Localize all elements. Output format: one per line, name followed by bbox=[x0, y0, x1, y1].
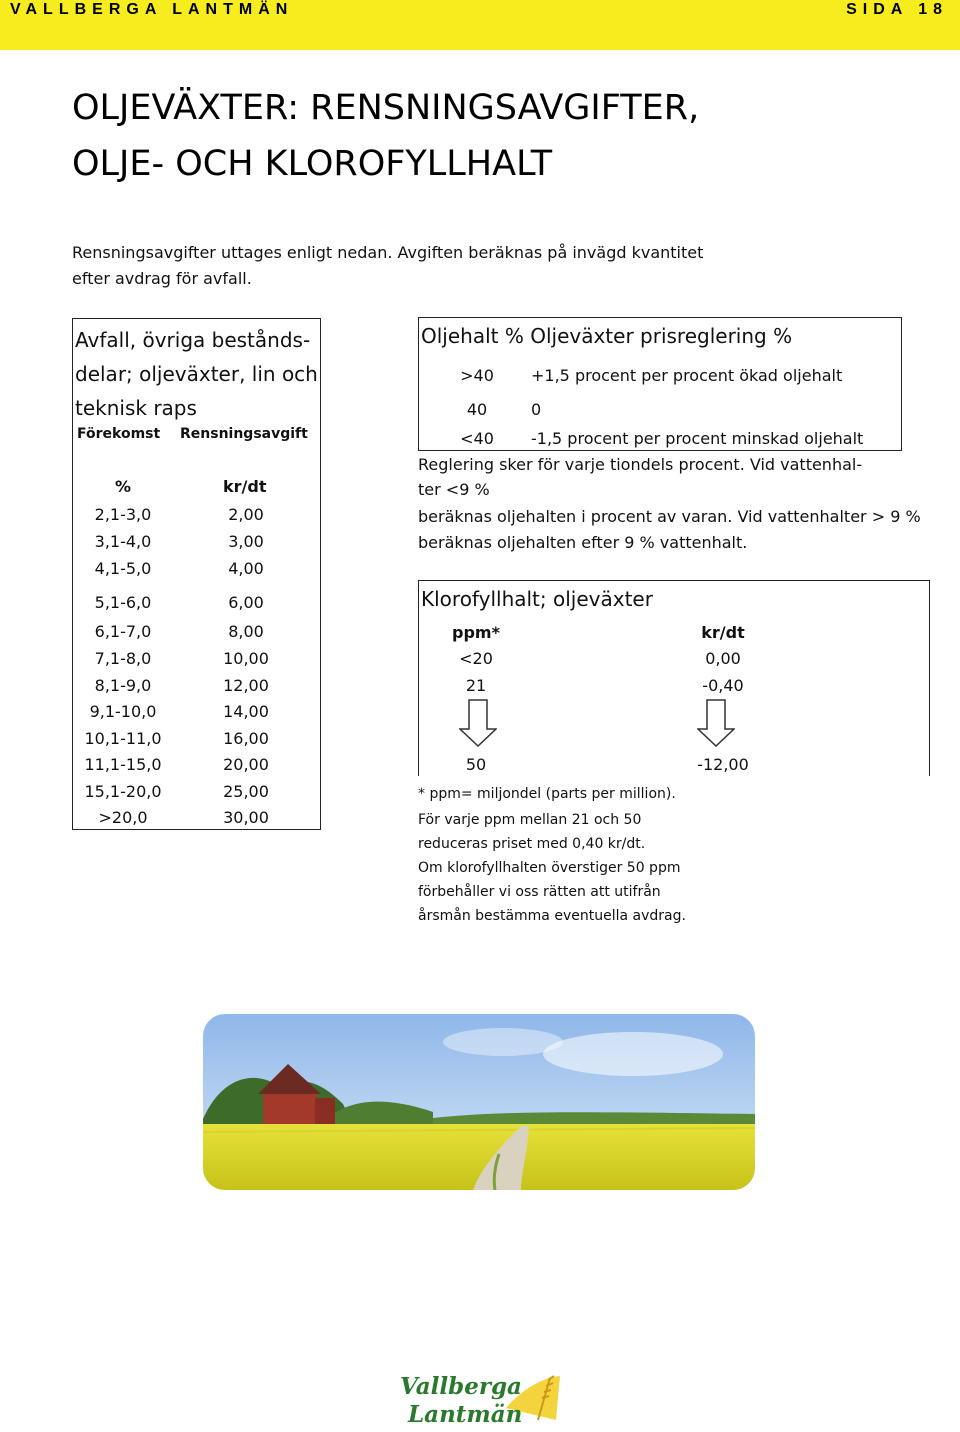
oil-level: <40 bbox=[460, 429, 494, 448]
header-bar bbox=[0, 0, 960, 50]
chlorophyll-col-krdt: kr/dt bbox=[701, 623, 745, 642]
waste-fee: 16,00 bbox=[223, 729, 269, 748]
table-row bbox=[73, 649, 322, 675]
waste-title-line-3: teknisk raps bbox=[75, 396, 197, 420]
chlorophyll-table bbox=[418, 580, 930, 776]
waste-range: 8,1-9,0 bbox=[94, 676, 152, 695]
oil-price-table bbox=[418, 317, 902, 451]
table-row bbox=[73, 782, 322, 808]
waste-col-unit-krdt: kr/dt bbox=[223, 477, 267, 496]
waste-range: 15,1-20,0 bbox=[84, 782, 162, 801]
chlorophyll-ppm: 50 bbox=[465, 755, 487, 774]
page-title-line-1: OLJEVÄXTER: RENSNINGSAVGIFTER, bbox=[72, 88, 700, 128]
down-arrow-icon bbox=[697, 699, 735, 747]
waste-range: 3,1-4,0 bbox=[94, 532, 152, 551]
waste-fee: 25,00 bbox=[223, 782, 269, 801]
table-row bbox=[73, 702, 322, 728]
table-row bbox=[73, 755, 322, 781]
header-brand: VALLBERGA LANTMÄN bbox=[10, 1, 294, 18]
intro-line-1: Rensningsavgifter uttages enligt nedan. Avgiften beräknas på invägd kvantitet bbox=[72, 243, 704, 262]
waste-col-unit-percent: % bbox=[115, 477, 132, 496]
chlorophyll-footnote: * ppm= miljondel (parts per million). bbox=[418, 786, 676, 802]
chlorophyll-text-line-2: reduceras priset med 0,40 kr/dt. bbox=[418, 836, 646, 852]
oil-rule: 0 bbox=[531, 400, 542, 419]
waste-fee: 30,00 bbox=[223, 808, 269, 827]
waste-fee: 2,00 bbox=[228, 505, 264, 524]
waste-range: 10,1-11,0 bbox=[84, 729, 162, 748]
logo-graphic bbox=[398, 1368, 568, 1428]
waste-range: 2,1-3,0 bbox=[94, 505, 152, 524]
chlorophyll-col-ppm: ppm* bbox=[452, 623, 500, 642]
oil-level: 40 bbox=[466, 400, 488, 419]
waste-fee: 6,00 bbox=[228, 593, 264, 612]
chlorophyll-text-line-4: förbehåller vi oss rätten att utifrån bbox=[418, 884, 661, 900]
waste-fee: 10,00 bbox=[223, 649, 269, 668]
chlorophyll-text-line-1: För varje ppm mellan 21 och 50 bbox=[418, 812, 642, 828]
intro-text bbox=[72, 240, 772, 292]
waste-fee: 8,00 bbox=[228, 622, 264, 641]
waste-fee-table bbox=[72, 318, 321, 830]
waste-range: 11,1-15,0 bbox=[84, 755, 162, 774]
waste-range: 4,1-5,0 bbox=[94, 559, 152, 578]
waste-col-header-occurrence: Förekomst bbox=[77, 426, 161, 442]
table-row bbox=[73, 676, 322, 702]
table-row bbox=[73, 622, 322, 648]
oil-level: >40 bbox=[460, 366, 494, 385]
chlorophyll-price: 0,00 bbox=[705, 649, 741, 668]
logo-text-line-1: Vallberga bbox=[400, 1373, 522, 1400]
vallberga-lantman-logo bbox=[398, 1368, 568, 1428]
chlorophyll-price: -0,40 bbox=[702, 676, 744, 695]
waste-col-header-fee: Rensningsavgift bbox=[180, 426, 308, 442]
waste-title-line-2: delar; oljeväxter, lin och bbox=[75, 362, 318, 386]
chlorophyll-text-line-3: Om klorofyllhalten överstiger 50 ppm bbox=[418, 860, 681, 876]
waste-fee: 14,00 bbox=[223, 702, 269, 721]
oil-note-line-3: beräknas oljehalten i procent av varan. Vid vattenhalter > 9 % bbox=[418, 507, 921, 526]
oil-note-line-1: Reglering sker för varje tiondels procent. Vid vattenhal- bbox=[418, 455, 863, 474]
page-title bbox=[72, 80, 872, 192]
chlorophyll-ppm: <20 bbox=[459, 649, 493, 668]
waste-fee: 20,00 bbox=[223, 755, 269, 774]
table-row bbox=[73, 505, 322, 531]
waste-fee: 3,00 bbox=[228, 532, 264, 551]
waste-fee: 12,00 bbox=[223, 676, 269, 695]
rapeseed-field-image bbox=[203, 1014, 755, 1190]
table-row bbox=[73, 593, 322, 619]
waste-title-line-1: Avfall, övriga bestånds- bbox=[75, 328, 311, 352]
page-title-line-2: OLJE- OCH KLOROFYLLHALT bbox=[72, 144, 553, 184]
waste-range: 5,1-6,0 bbox=[94, 593, 152, 612]
table-row bbox=[73, 532, 322, 558]
oil-rule: -1,5 procent per procent minskad oljehalt bbox=[531, 429, 864, 448]
waste-range: 9,1-10,0 bbox=[89, 702, 157, 721]
chlorophyll-ppm: 21 bbox=[465, 676, 487, 695]
waste-range: 6,1-7,0 bbox=[94, 622, 152, 641]
table-row bbox=[73, 808, 322, 834]
logo-text-line-2: Lantmän bbox=[408, 1401, 523, 1428]
chlorophyll-price: -12,00 bbox=[697, 755, 749, 774]
rapeseed-field-photo bbox=[203, 1014, 755, 1190]
oil-note-line-2: ter <9 % bbox=[418, 480, 490, 499]
chlorophyll-title: Klorofyllhalt; oljeväxter bbox=[421, 587, 653, 611]
waste-range: 7,1-8,0 bbox=[94, 649, 152, 668]
waste-range: >20,0 bbox=[98, 808, 148, 827]
table-row bbox=[73, 559, 322, 585]
oil-table-title: Oljehalt % Oljeväxter prisreglering % bbox=[421, 324, 793, 348]
oil-note-line-4: beräknas oljehalten efter 9 % vattenhalt. bbox=[418, 533, 748, 552]
waste-fee: 4,00 bbox=[228, 559, 264, 578]
down-arrow-icon bbox=[459, 699, 497, 747]
table-row bbox=[73, 729, 322, 755]
intro-line-2: efter avdrag för avfall. bbox=[72, 269, 252, 288]
page-number: SIDA 18 bbox=[846, 1, 948, 18]
chlorophyll-text-line-5: årsmån bestämma eventuella avdrag. bbox=[418, 908, 686, 924]
oil-rule: +1,5 procent per procent ökad oljehalt bbox=[531, 366, 843, 385]
